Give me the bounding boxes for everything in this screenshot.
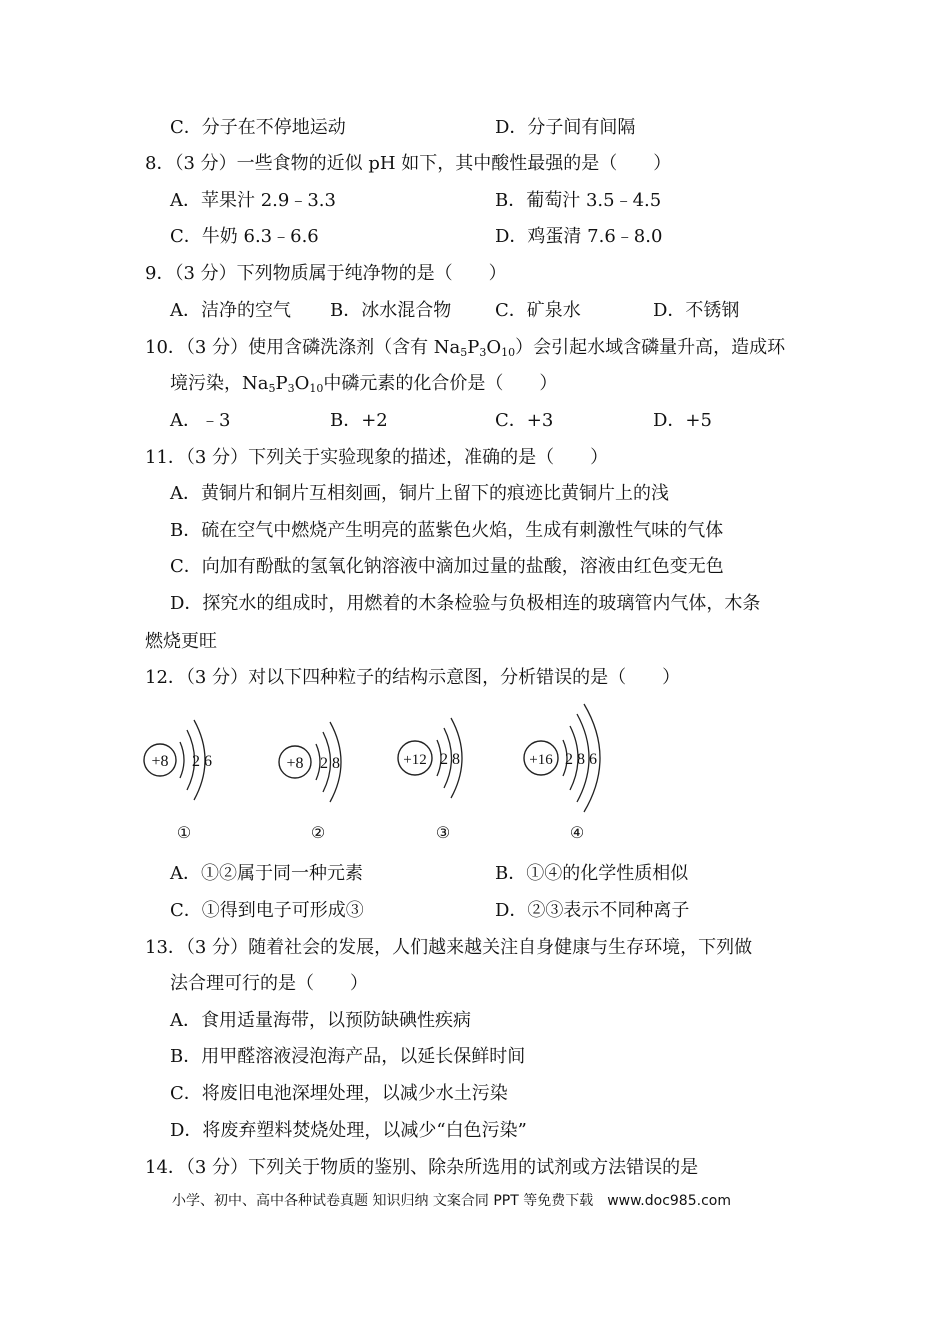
formula-subscript: 5 bbox=[268, 382, 276, 395]
nucleus-charge: +8 bbox=[286, 755, 304, 772]
q14-stem: 14．（3 分）下列关于物质的鉴别、除杂所选用的试剂或方法错误的是 bbox=[145, 1157, 699, 1178]
particle-diagram-1 bbox=[144, 720, 212, 842]
q11-option-d-continued: 燃烧更旺 bbox=[145, 631, 217, 652]
q10-stem-text: 10．（3 分）使用含磷洗涤剂（含有 Na bbox=[145, 337, 461, 358]
formula-element: O bbox=[294, 373, 310, 394]
q12-stem: 12．（3 分）对以下四种粒子的结构示意图，分析错误的是（ ） bbox=[145, 667, 681, 688]
page-footer[interactable]: 小学、初中、高中各种试卷真题 知识归纳 文案合同 PPT 等免费下载 www.doc985.com bbox=[172, 1193, 731, 1209]
q9-option-a: A．洁净的空气 bbox=[170, 300, 291, 321]
q9-stem: 9．（3 分）下列物质属于纯净物的是（ ） bbox=[145, 263, 507, 284]
q9-option-b: B．冰水混合物 bbox=[330, 300, 452, 321]
q13-option-b: B．用甲醛溶液浸泡海产品，以延长保鲜时间 bbox=[170, 1046, 526, 1067]
formula-subscript: 3 bbox=[287, 382, 295, 395]
q8-option-c: C．牛奶 6.3﹣6.6 bbox=[170, 226, 319, 247]
nucleus-charge: +8 bbox=[151, 753, 169, 770]
formula-subscript: 3 bbox=[479, 346, 487, 359]
q12-option-b: B．①④的化学性质相似 bbox=[495, 863, 689, 884]
particle-diagram-4 bbox=[524, 704, 600, 842]
q7-option-c: C．分子在不停地运动 bbox=[170, 117, 346, 138]
q10-option-d: D．+5 bbox=[653, 410, 712, 431]
q10-option-c: C．+3 bbox=[495, 410, 554, 431]
q13-stem-line2: 法合理可行的是（ ） bbox=[170, 973, 368, 994]
formula-element: P bbox=[467, 337, 480, 358]
nucleus-charge: +12 bbox=[403, 752, 427, 768]
q10-stem-line2 bbox=[170, 373, 557, 395]
particle-diagram-2 bbox=[279, 722, 341, 842]
q9-option-c: C．矿泉水 bbox=[495, 300, 581, 321]
formula-subscript: 10 bbox=[309, 382, 324, 395]
q13-option-a: A．食用适量海带，以预防缺碘性疾病 bbox=[170, 1010, 471, 1031]
formula-subscript: 5 bbox=[460, 346, 468, 359]
q10-stem-text: ）会引起水域含磷量升高，造成环 bbox=[515, 337, 786, 358]
formula-subscript: 10 bbox=[501, 346, 516, 359]
q8-stem: 8．（3 分）一些食物的近似 pH 如下，其中酸性最强的是（ ） bbox=[145, 153, 672, 174]
particle-label: ① bbox=[176, 825, 192, 842]
q9-option-d: D．不锈钢 bbox=[653, 300, 740, 321]
atomic-structure-diagrams bbox=[140, 700, 640, 850]
q8-option-d: D．鸡蛋清 7.6﹣8.0 bbox=[495, 226, 663, 247]
q10-stem-text: 中磷元素的化合价是（ ） bbox=[323, 373, 558, 394]
particle-label: ④ bbox=[569, 825, 585, 842]
q8-option-a: A．苹果汁 2.9﹣3.3 bbox=[170, 190, 336, 211]
q11-option-b: B．硫在空气中燃烧产生明亮的蓝紫色火焰，生成有刺激性气味的气体 bbox=[170, 520, 724, 541]
q13-stem-line1: 13．（3 分）随着社会的发展，人们越来越关注自身健康与生存环境，下列做 bbox=[145, 937, 753, 958]
q10-stem-text: 境污染，Na bbox=[170, 373, 269, 394]
q11-option-d: D．探究水的组成时，用燃着的木条检验与负极相连的玻璃管内气体，木条 bbox=[170, 593, 761, 614]
q13-option-d: D．将废弃塑料焚烧处理，以减少“白色污染” bbox=[170, 1120, 527, 1141]
electron-shells: 2 8 bbox=[320, 755, 340, 772]
electron-shells: 2 8 6 bbox=[565, 751, 597, 768]
q8-option-b: B．葡萄汁 3.5﹣4.5 bbox=[495, 190, 662, 211]
particle-label: ② bbox=[310, 825, 326, 842]
q10-option-a: A．﹣3 bbox=[170, 410, 231, 431]
nucleus-charge: +16 bbox=[529, 752, 553, 768]
electron-shells: 2 6 bbox=[192, 753, 212, 770]
q11-stem: 11．（3 分）下列关于实验现象的描述，准确的是（ ） bbox=[145, 447, 609, 468]
q10-stem-line1 bbox=[145, 337, 785, 359]
q11-option-c: C．向加有酚酞的氢氧化钠溶液中滴加过量的盐酸，溶液由红色变无色 bbox=[170, 556, 724, 577]
q7-option-d: D．分子间有间隔 bbox=[495, 117, 636, 138]
q12-option-c: C．①得到电子可形成③ bbox=[170, 900, 364, 921]
q12-option-d: D．②③表示不同种离子 bbox=[495, 900, 690, 921]
q12-option-a: A．①②属于同一种元素 bbox=[170, 863, 363, 884]
q11-option-a: A．黄铜片和铜片互相刻画，铜片上留下的痕迹比黄铜片上的浅 bbox=[170, 483, 669, 504]
q13-option-c: C．将废旧电池深埋处理，以减少水土污染 bbox=[170, 1083, 508, 1104]
formula-element: O bbox=[486, 337, 502, 358]
formula-element: P bbox=[275, 373, 288, 394]
particle-diagram-3 bbox=[398, 718, 462, 842]
q10-option-b: B．+2 bbox=[330, 410, 388, 431]
particle-label: ③ bbox=[435, 825, 451, 842]
electron-shells: 2 8 bbox=[440, 751, 460, 768]
